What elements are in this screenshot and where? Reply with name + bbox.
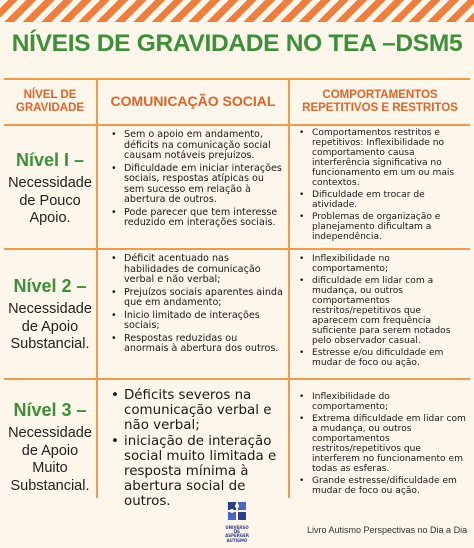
level-3-behavior-list (296, 392, 468, 498)
list-item: • Estresse e/ou dificuldade em mudar de foco ou ação. (296, 348, 468, 368)
list-item: • iniciação de interação social muito limitada e resposta mínima à abertura social de outros. (108, 434, 286, 509)
list-item: • Dificuldade em iniciar interações sociais, respostas atípicas ou sem sucesso em relação à abertura de outros. (108, 164, 284, 206)
asperger-logo (222, 500, 252, 546)
level-3-label (4, 400, 96, 496)
level-description: Necessidade de Apoio Muito Substancial. (8, 425, 92, 495)
header-social-communication: COMUNICAÇÃO SOCIAL (110, 93, 276, 110)
list-item: • dificuldade em lidar com a mudança, ou outros comportamentos restritos/repetitivos que aparecem com frequência suficiente para serem notados pelo observador casual. (296, 276, 468, 346)
list-item: • Inflexibilidade no comportamento; (296, 254, 468, 274)
list-item: • Déficit acentuado nas habilidades de comunicação verbal e não verbal; (108, 254, 284, 286)
top-stripe-border (0, 0, 474, 22)
list-item: • Déficits severos na comunicação verbal e não verbal; (108, 388, 286, 433)
column-divider (96, 80, 98, 498)
level-1-label (4, 150, 96, 228)
level-name: Nível 2 – (13, 276, 87, 296)
header-repetitive-behaviors: COMPORTAMENTOS REPETITIVOS E RESTRITOS (302, 89, 458, 114)
level-description: Necessidade de Apoio Substancial. (8, 301, 92, 353)
level-name: Nível 3 – (13, 400, 87, 420)
row-divider (4, 378, 470, 380)
page-title: NÍVEIS DE GRAVIDADE NO TEA –DSM5 (11, 30, 463, 57)
level-1-behavior-list (296, 128, 468, 244)
list-item: • Respostas reduzidas ou anormais à abertura dos outros. (108, 334, 284, 355)
level-description: Necessidade de Pouco Apoio. (8, 175, 92, 227)
level-name: Nível I – (15, 150, 85, 170)
level-2-social-list (108, 254, 284, 357)
severity-table (4, 78, 470, 509)
level-3-social-list (108, 388, 286, 510)
list-item: • Inicio limitado de interações sociais; (108, 311, 284, 332)
level-1-social-list (108, 130, 284, 231)
list-item: • Dificuldade em trocar de atividade. (296, 190, 468, 210)
list-item: • Extrema dificuldade em lidar com a mudança, ou outros comportamentos restritos/repetitivos que interferem no funcionamento em todas as esferas. (296, 414, 468, 474)
level-2-label (4, 276, 96, 354)
header-severity-level: NÍVEL DE GRAVIDADE (15, 89, 85, 114)
row-divider (4, 248, 470, 250)
list-item: • Pode parecer que tem interesse reduzido em interações sociais. (108, 208, 284, 229)
level-2-behavior-list (296, 254, 468, 370)
puzzle-icon (226, 500, 248, 522)
column-divider (288, 80, 290, 498)
list-item: • Grande estresse/dificuldade em mudar de foco ou ação. (296, 476, 468, 496)
row-divider (4, 124, 470, 126)
logo-caption: UNIVERSO DE ASPERGER AUTISMO (225, 525, 249, 543)
list-item: • Prejuízos sociais aparentes ainda que em andamento; (108, 288, 284, 309)
list-item: • Sem o apoio em andamento, déficits na comunicação social causam notáveis prejuízos. (108, 130, 284, 162)
list-item: • Comportamentos restritos e repetitivos: Inflexibilidade no comportamento causa interferência significativa no funcionamento em um ou mais contextos. (296, 128, 468, 188)
list-item: • Problemas de organização e planejamento dificultam a independência. (296, 212, 468, 242)
footer-credit: Livro Autismo Perspectivas no Dia a Dia (307, 525, 468, 535)
list-item: • Inflexibilidade do comportamento; (296, 392, 468, 412)
